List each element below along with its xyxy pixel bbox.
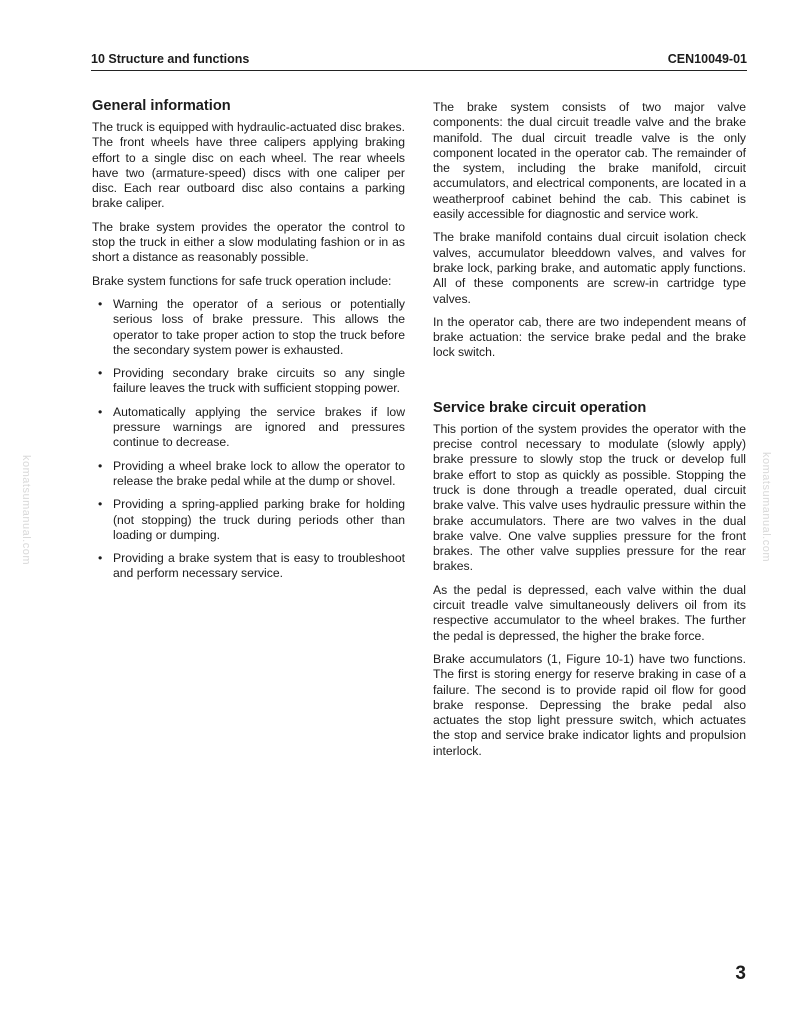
- watermark-left: komatsumanual.com: [20, 455, 32, 565]
- section-title: 10 Structure and functions: [91, 52, 250, 66]
- paragraph: In the operator cab, there are two independent means of brake actuation: the service brake pedal and the brake lock switch.: [433, 314, 746, 360]
- paragraph: Brake accumulators (1, Figure 10-1) have two functions. The first is storing energy for reserve braking in case of a failure. The second is to provide rapid oil flow for good brake response. Depressing the brake pedal also actuates the stop light pressure switch, which actuates the stop and service brake indicator lights and propulsion interlock.: [433, 651, 746, 758]
- paragraph: As the pedal is depressed, each valve within the dual circuit treadle valve simultaneously delivers oil from its respective accumulator to the wheel brakes. The further the pedal is depressed, the higher the brake force.: [433, 582, 746, 643]
- list-item: [92, 297, 405, 358]
- page-number: 3: [735, 963, 746, 984]
- paragraph: The brake manifold contains dual circuit isolation check valves, accumulator bleeddown valves, and valves for brake lock, parking brake, and automatic apply functions. All of these components are screw-in cartridge type valves.: [433, 230, 746, 306]
- list-item-text: Providing secondary brake circuits so any single failure leaves the truck with sufficient stopping power.: [113, 366, 405, 396]
- paragraph: The brake system consists of two major valve components: the dual circuit treadle valve and the brake manifold. The dual circuit treadle valve is the only component located in the operator cab. The remainder of the system, including the brake manifold, circuit accumulators, and electrical components, are located in a weatherproof cabinet behind the cab. This cabinet is easily accessible for diagnostic and service work.: [433, 100, 746, 222]
- paragraph: Brake system functions for safe truck operation include:: [92, 273, 392, 288]
- paragraph: The brake system provides the operator the control to stop the truck in either a slow modulating fashion or in as short a distance as reasonably possible.: [92, 219, 405, 265]
- page-header: [91, 50, 747, 71]
- service-brake-heading: Service brake circuit operation: [433, 399, 647, 416]
- right-column: [433, 100, 746, 767]
- document-code: CEN10049-01: [667, 52, 747, 66]
- bullet-icon: •: [98, 366, 103, 381]
- bullet-icon: •: [98, 404, 103, 419]
- general-information-heading: General information: [92, 98, 231, 114]
- list-item-text: Automatically applying the service brakes if low pressure warnings are ignored and pressures continue to decrease.: [113, 404, 405, 450]
- bullet-icon: •: [98, 551, 103, 566]
- list-item: [92, 366, 405, 397]
- left-column: [92, 97, 405, 590]
- bullet-icon: •: [98, 458, 103, 473]
- bullet-icon: •: [98, 296, 103, 311]
- list-item: [92, 405, 405, 451]
- list-item-text: Providing a spring-applied parking brake for holding (not stopping) the truck during periods other than loading or dumping.: [113, 497, 405, 542]
- paragraph: The truck is equipped with hydraulic-actuated disc brakes. The front wheels have three calipers applying braking effort to a single disc on each wheel. The rear wheels have two (armature-speed) discs with one caliper per disc. Each rear outboard disc also contains a parking brake caliper.: [92, 120, 405, 211]
- bullet-icon: •: [98, 497, 103, 512]
- list-item: [92, 459, 405, 490]
- watermark-right: komatsumanual.com: [760, 452, 772, 562]
- list-item: [92, 497, 405, 543]
- brake-functions-list: [92, 297, 405, 582]
- paragraph: This portion of the system provides the operator with the precise control necessary to modulate (slowly apply) brake pressure to slowly stop the truck or develop full brake effort to stop as quickly as possible. Stopping the truck is done through a treadle operated, dual circuit brake valve. This valve uses hydraulic pressure within the brake accumulators. There are two valves in the dual brake valve. One valve supplies pressure for the front brakes. The other valve supplies pressure for the rear brakes.: [433, 421, 746, 574]
- list-item-text: Warning the operator of a serious or potentially serious loss of brake pressure. This allows the operator to take proper action to stop the truck before the secondary system power is exhausted.: [113, 296, 405, 357]
- list-item-text: Providing a wheel brake lock to allow the operator to release the brake pedal while at the dump or shovel.: [113, 458, 405, 488]
- list-item: [92, 551, 405, 582]
- list-item-text: Providing a brake system that is easy to troubleshoot and perform necessary service.: [113, 551, 405, 581]
- section-spacer: [433, 369, 746, 399]
